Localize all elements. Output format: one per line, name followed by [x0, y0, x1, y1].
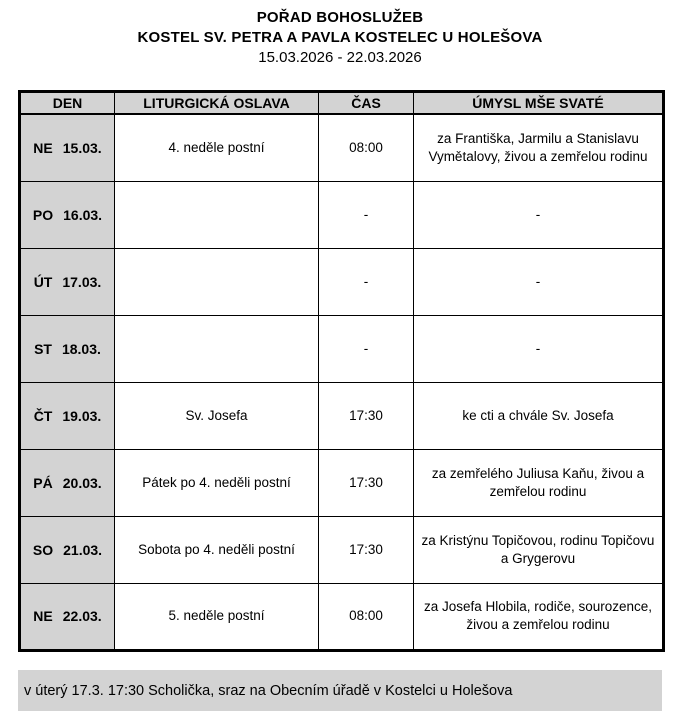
intention-cell: ke cti a chvále Sv. Josefa — [414, 382, 664, 449]
table-row — [20, 583, 664, 650]
table-header-row — [20, 92, 664, 115]
day-date: 17.03. — [62, 273, 102, 290]
table-row — [20, 382, 664, 449]
day-cell — [20, 114, 115, 181]
day-cell — [20, 315, 115, 382]
celebration-cell — [115, 181, 319, 248]
time-cell: - — [319, 181, 414, 248]
table-row — [20, 516, 664, 583]
day-cell — [20, 583, 115, 650]
time-cell: 17:30 — [319, 449, 414, 516]
celebration-cell: 5. neděle postní — [115, 583, 319, 650]
intention-cell: za Josefa Hlobila, rodiče, sourozence, živou a zemřelou rodinu — [414, 583, 664, 650]
celebration-cell: 4. neděle postní — [115, 114, 319, 181]
day-abbrev: ČT — [33, 407, 53, 424]
column-header-den: DEN — [20, 92, 115, 115]
day-abbrev: NE — [33, 139, 53, 156]
day-cell — [20, 248, 115, 315]
intention-cell: - — [414, 248, 664, 315]
liturgical-schedule-table — [18, 90, 665, 652]
announcement-text: v úterý 17.3. 17:30 Scholička, sraz na Obecním úřadě v Kostelci u Holešova — [24, 682, 513, 699]
day-date: 20.03. — [62, 474, 102, 491]
day-date: 22.03. — [62, 608, 102, 624]
day-abbrev: ST — [34, 340, 52, 357]
document-header — [0, 0, 680, 68]
table-row — [20, 449, 664, 516]
table-row — [20, 315, 664, 382]
intention-cell: za Františka, Jarmilu a Stanislavu Vymětalovy, živou a zemřelou rodinu — [414, 114, 664, 181]
church-name: KOSTEL SV. PETRA A PAVLA KOSTELEC U HOLEŠOVA — [137, 29, 543, 46]
date-range: 15.03.2026 - 22.03.2026 — [258, 49, 422, 66]
day-abbrev: SO — [32, 541, 54, 558]
celebration-cell: Sv. Josefa — [115, 382, 319, 449]
day-abbrev: PO — [32, 206, 54, 223]
column-header-liturgicka-oslava: LITURGICKÁ OSLAVA — [115, 92, 319, 115]
intention-cell: za Kristýnu Topičovou, rodinu Topičovu a Grygerovu — [414, 516, 664, 583]
intention-cell: za zemřelého Juliusa Kaňu, živou a zemřelou rodinu — [414, 449, 664, 516]
day-cell — [20, 382, 115, 449]
column-header-cas: ČAS — [319, 92, 414, 115]
celebration-cell: Pátek po 4. neděli postní — [115, 449, 319, 516]
day-date: 18.03. — [61, 340, 101, 357]
day-cell — [20, 516, 115, 583]
day-date: 15.03. — [62, 139, 102, 156]
celebration-cell — [115, 315, 319, 382]
day-abbrev: ÚT — [33, 273, 53, 290]
day-date: 19.03. — [62, 407, 102, 424]
table-row — [20, 114, 664, 181]
time-cell: 17:30 — [319, 516, 414, 583]
time-cell: 17:30 — [319, 382, 414, 449]
table-row — [20, 248, 664, 315]
page-title: POŘAD BOHOSLUŽEB — [256, 9, 424, 26]
day-date: 21.03. — [63, 541, 103, 558]
celebration-cell — [115, 248, 319, 315]
day-abbrev: PÁ — [33, 474, 53, 491]
intention-cell: - — [414, 315, 664, 382]
time-cell: 08:00 — [319, 583, 414, 650]
announcement-note-bar — [18, 670, 662, 711]
time-cell: - — [319, 248, 414, 315]
day-date: 16.03. — [63, 206, 103, 223]
day-cell — [20, 449, 115, 516]
time-cell: 08:00 — [319, 114, 414, 181]
column-header-umysl: ÚMYSL MŠE SVATÉ — [414, 92, 664, 115]
table-row — [20, 181, 664, 248]
intention-cell: - — [414, 181, 664, 248]
celebration-cell: Sobota po 4. neděli postní — [115, 516, 319, 583]
time-cell: - — [319, 315, 414, 382]
day-abbrev: NE — [33, 608, 53, 624]
day-cell — [20, 181, 115, 248]
